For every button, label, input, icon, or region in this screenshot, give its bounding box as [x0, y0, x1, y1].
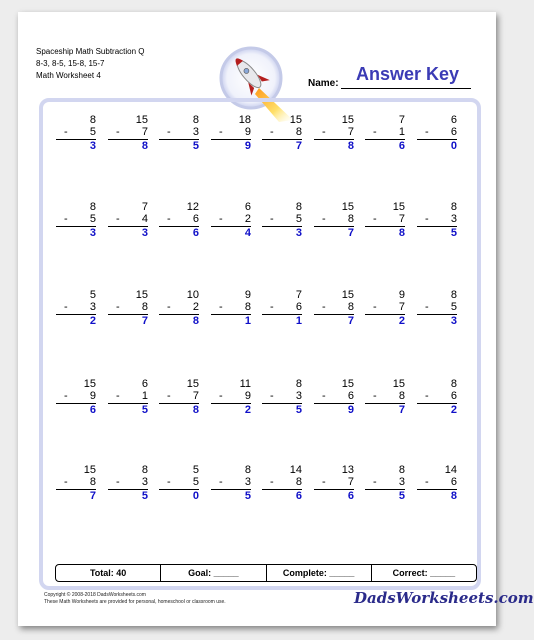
answer: 6	[89, 404, 96, 416]
subtraction-problem	[108, 290, 148, 328]
minus-sign: -	[167, 301, 171, 313]
answer: 6	[192, 227, 199, 239]
subtrahend-row	[108, 302, 148, 315]
subtrahend-row	[159, 214, 199, 227]
subtrahend-row	[211, 127, 251, 140]
minuend: 10	[186, 289, 199, 301]
subtrahend: 8	[398, 390, 405, 402]
subtrahend-row	[314, 127, 354, 140]
subtrahend: 1	[141, 390, 148, 402]
subtrahend: 9	[244, 390, 251, 402]
subtrahend: 9	[244, 126, 251, 138]
minuend: 8	[244, 464, 251, 476]
minus-sign: -	[425, 213, 429, 225]
subtrahend-row	[262, 391, 302, 404]
answer: 8	[450, 490, 457, 502]
answer: 5	[141, 490, 148, 502]
minuend: 12	[186, 201, 199, 213]
subtrahend-row	[262, 302, 302, 315]
subtrahend-row	[159, 127, 199, 140]
minus-sign: -	[373, 390, 377, 402]
minus-sign: -	[270, 213, 274, 225]
answer: 3	[141, 227, 148, 239]
minuend: 6	[244, 201, 251, 213]
answer: 2	[244, 404, 251, 416]
subtraction-problem	[417, 290, 457, 328]
minus-sign: -	[167, 390, 171, 402]
answer: 3	[295, 227, 302, 239]
answer: 2	[89, 315, 96, 327]
minuend: 11	[239, 378, 251, 390]
minuend: 8	[398, 464, 405, 476]
subtraction-problem	[262, 290, 302, 328]
subtrahend: 2	[192, 301, 199, 313]
subtrahend: 4	[141, 213, 148, 225]
subtrahend-row	[262, 214, 302, 227]
subtrahend: 8	[347, 213, 354, 225]
minuend: 8	[89, 201, 96, 213]
minus-sign: -	[425, 301, 429, 313]
answer: 8	[141, 140, 148, 152]
subtraction-problem	[211, 202, 251, 240]
subtrahend: 6	[450, 476, 457, 488]
subtrahend-row	[159, 302, 199, 315]
minus-sign: -	[322, 476, 326, 488]
worksheet-page	[18, 12, 534, 626]
minus-sign: -	[322, 390, 326, 402]
subtrahend-row	[211, 302, 251, 315]
subtraction-problem	[262, 115, 302, 153]
subtrahend-row	[56, 214, 96, 227]
footer-total: Total: 40	[56, 565, 161, 581]
subtrahend-row	[262, 477, 302, 490]
subtrahend-row	[365, 214, 405, 227]
subtrahend: 7	[347, 476, 354, 488]
problems-frame	[39, 98, 481, 590]
subtraction-problem	[211, 465, 251, 503]
minuend: 15	[341, 378, 354, 390]
answer: 8	[192, 404, 199, 416]
minus-sign: -	[219, 476, 223, 488]
answer: 3	[89, 227, 96, 239]
answer: 5	[450, 227, 457, 239]
subtraction-problem	[56, 202, 96, 240]
subtrahend: 8	[141, 301, 148, 313]
score-footer	[55, 564, 477, 582]
subtrahend: 9	[89, 390, 96, 402]
subtraction-problem	[108, 379, 148, 417]
answer: 3	[450, 315, 457, 327]
subtrahend: 8	[89, 476, 96, 488]
minuend: 8	[295, 378, 302, 390]
minuend: 8	[295, 201, 302, 213]
answer: 2	[450, 404, 457, 416]
answer: 7	[347, 227, 354, 239]
subtrahend-row	[314, 302, 354, 315]
minus-sign: -	[116, 476, 120, 488]
subtraction-problem	[365, 379, 405, 417]
minus-sign: -	[116, 213, 120, 225]
subtraction-problem	[262, 465, 302, 503]
answer: 5	[192, 140, 199, 152]
subtraction-problem	[108, 465, 148, 503]
subtraction-problem	[211, 115, 251, 153]
subtrahend: 2	[244, 213, 251, 225]
footer-correct: Correct: _____	[392, 568, 456, 578]
minuend: 8	[450, 289, 457, 301]
subtrahend: 6	[347, 390, 354, 402]
answer: 9	[244, 140, 251, 152]
minuend: 13	[341, 464, 354, 476]
subtraction-problem	[56, 115, 96, 153]
answer: 7	[295, 140, 302, 152]
brand-logo: DadsWorksheets.com	[354, 589, 534, 607]
answer: 7	[141, 315, 148, 327]
subtrahend-row	[365, 302, 405, 315]
subtraction-problem	[108, 202, 148, 240]
minuend: 15	[341, 289, 354, 301]
minuend: 5	[89, 289, 96, 301]
subtrahend-row	[417, 391, 457, 404]
subtraction-problem	[365, 465, 405, 503]
subtrahend: 7	[347, 126, 354, 138]
subtraction-problem	[56, 465, 96, 503]
minus-sign: -	[116, 126, 120, 138]
subtraction-problem	[159, 202, 199, 240]
minus-sign: -	[219, 213, 223, 225]
subtrahend-row	[211, 214, 251, 227]
subtrahend-row	[262, 127, 302, 140]
minus-sign: -	[425, 476, 429, 488]
subtraction-problem	[417, 465, 457, 503]
copyright-notice	[44, 592, 226, 606]
subtrahend-row	[314, 391, 354, 404]
subtrahend-row	[211, 391, 251, 404]
minus-sign: -	[64, 126, 68, 138]
subtrahend: 1	[398, 126, 405, 138]
minus-sign: -	[322, 301, 326, 313]
subtrahend-row	[108, 127, 148, 140]
minuend: 7	[398, 114, 405, 126]
minus-sign: -	[270, 390, 274, 402]
subtrahend-row	[56, 302, 96, 315]
subtraction-problem	[56, 379, 96, 417]
minuend: 6	[141, 378, 148, 390]
subtrahend-row	[108, 214, 148, 227]
subtraction-problem	[159, 379, 199, 417]
subtraction-problem	[417, 115, 457, 153]
minuend: 15	[135, 114, 148, 126]
subtrahend: 3	[450, 213, 457, 225]
minus-sign: -	[64, 213, 68, 225]
subtrahend: 8	[244, 301, 251, 313]
subtrahend-row	[211, 477, 251, 490]
subtrahend: 6	[450, 390, 457, 402]
subtrahend-row	[56, 391, 96, 404]
minuend: 7	[295, 289, 302, 301]
subtrahend: 7	[398, 213, 405, 225]
minus-sign: -	[167, 126, 171, 138]
minus-sign: -	[167, 213, 171, 225]
subtraction-problem	[365, 115, 405, 153]
subtrahend: 7	[141, 126, 148, 138]
subtrahend: 6	[450, 126, 457, 138]
answer: 5	[398, 490, 405, 502]
minuend: 6	[450, 114, 457, 126]
answer: 2	[398, 315, 405, 327]
worksheet-header	[36, 46, 145, 82]
minus-sign: -	[64, 390, 68, 402]
subtrahend: 3	[398, 476, 405, 488]
answer: 0	[450, 140, 457, 152]
subtrahend-row	[159, 391, 199, 404]
name-field	[308, 64, 478, 94]
minus-sign: -	[270, 301, 274, 313]
subtrahend: 7	[398, 301, 405, 313]
subtrahend-row	[159, 477, 199, 490]
minuend: 8	[141, 464, 148, 476]
minus-sign: -	[373, 476, 377, 488]
subtrahend: 3	[192, 126, 199, 138]
answer: 6	[347, 490, 354, 502]
subtrahend-row	[417, 214, 457, 227]
minuend: 15	[83, 378, 96, 390]
minus-sign: -	[167, 476, 171, 488]
subtraction-problem	[211, 379, 251, 417]
subtrahend: 8	[295, 476, 302, 488]
minus-sign: -	[373, 213, 377, 225]
minuend: 8	[89, 114, 96, 126]
footer-complete: Complete: _____	[267, 565, 372, 581]
subtraction-problem	[108, 115, 148, 153]
subtraction-problem	[365, 290, 405, 328]
subtrahend-row	[314, 214, 354, 227]
subtrahend-row	[417, 127, 457, 140]
subtrahend: 7	[192, 390, 199, 402]
answer: 4	[244, 227, 251, 239]
minus-sign: -	[64, 476, 68, 488]
minus-sign: -	[322, 213, 326, 225]
subtraction-problem	[314, 290, 354, 328]
subtrahend: 3	[89, 301, 96, 313]
subtraction-problem	[211, 290, 251, 328]
minuend: 15	[341, 114, 354, 126]
answer: 5	[141, 404, 148, 416]
subtraction-problem	[56, 290, 96, 328]
minuend: 15	[135, 289, 148, 301]
minuend: 15	[392, 378, 405, 390]
minus-sign: -	[373, 301, 377, 313]
footer-goal: Goal: _____	[161, 565, 266, 581]
subtrahend-row	[365, 391, 405, 404]
subtrahend-row	[417, 302, 457, 315]
answer: 7	[398, 404, 405, 416]
subtraction-problem	[262, 202, 302, 240]
subtraction-problem	[365, 202, 405, 240]
minus-sign: -	[270, 476, 274, 488]
subtrahend-row	[365, 477, 405, 490]
minus-sign: -	[64, 301, 68, 313]
answer: 1	[244, 315, 251, 327]
minuend: 8	[192, 114, 199, 126]
minuend: 15	[186, 378, 199, 390]
subtraction-problem	[417, 379, 457, 417]
subtraction-problem	[417, 202, 457, 240]
subtraction-problem	[159, 465, 199, 503]
subtrahend-row	[314, 477, 354, 490]
subtrahend-row	[56, 477, 96, 490]
subtrahend: 3	[295, 390, 302, 402]
subtrahend: 5	[89, 213, 96, 225]
answer: 8	[398, 227, 405, 239]
answer: 6	[295, 490, 302, 502]
minuend: 7	[141, 201, 148, 213]
subtrahend-row	[108, 477, 148, 490]
minuend: 18	[238, 114, 251, 126]
subtrahend-row	[417, 477, 457, 490]
subtrahend-row	[365, 127, 405, 140]
subtrahend: 5	[450, 301, 457, 313]
worksheet-number: Math Worksheet 4	[36, 71, 101, 80]
subtrahend: 5	[295, 213, 302, 225]
minuend: 9	[398, 289, 405, 301]
minus-sign: -	[219, 301, 223, 313]
subtraction-problem	[314, 202, 354, 240]
subtrahend: 3	[141, 476, 148, 488]
answer: 1	[295, 315, 302, 327]
subtrahend: 8	[295, 126, 302, 138]
minuend: 8	[450, 378, 457, 390]
subtrahend: 3	[244, 476, 251, 488]
minus-sign: -	[116, 301, 120, 313]
subtrahend-row	[56, 127, 96, 140]
minuend: 8	[450, 201, 457, 213]
answer: 5	[295, 404, 302, 416]
subtraction-problem	[314, 115, 354, 153]
name-line	[341, 88, 471, 89]
minus-sign: -	[425, 126, 429, 138]
minuend: 15	[83, 464, 96, 476]
minus-sign: -	[270, 126, 274, 138]
worksheet-facts: 8-3, 8-5, 15-8, 15-7	[36, 59, 105, 68]
subtraction-problem	[262, 379, 302, 417]
subtraction-problem	[159, 290, 199, 328]
subtrahend: 6	[192, 213, 199, 225]
answer: 0	[192, 490, 199, 502]
answer: 8	[347, 140, 354, 152]
minuend: 14	[444, 464, 457, 476]
copyright-line-2: These Math Worksheets are provided for personal, homeschool or classroom use.	[44, 599, 226, 605]
answer-key-title: Answer Key	[356, 64, 460, 84]
minuend: 9	[244, 289, 251, 301]
minuend: 15	[289, 114, 302, 126]
subtrahend: 8	[347, 301, 354, 313]
answer: 3	[89, 140, 96, 152]
subtrahend-row	[108, 391, 148, 404]
subtrahend: 5	[192, 476, 199, 488]
minus-sign: -	[322, 126, 326, 138]
answer: 7	[347, 315, 354, 327]
answer: 5	[244, 490, 251, 502]
minus-sign: -	[116, 390, 120, 402]
minuend: 5	[192, 464, 199, 476]
minus-sign: -	[373, 126, 377, 138]
subtrahend: 5	[89, 126, 96, 138]
subtraction-problem	[159, 115, 199, 153]
minuend: 15	[392, 201, 405, 213]
subtraction-problem	[314, 379, 354, 417]
worksheet-title: Spaceship Math Subtraction Q	[36, 47, 145, 56]
minus-sign: -	[425, 390, 429, 402]
name-label: Name:	[308, 78, 339, 89]
minuend: 15	[341, 201, 354, 213]
answer: 9	[347, 404, 354, 416]
answer: 6	[398, 140, 405, 152]
answer: 8	[192, 315, 199, 327]
subtrahend: 6	[295, 301, 302, 313]
subtraction-problem	[314, 465, 354, 503]
answer: 7	[89, 490, 96, 502]
minus-sign: -	[219, 390, 223, 402]
minuend: 14	[289, 464, 302, 476]
copyright-line-1: Copyright © 2008-2018 DadsWorksheets.com	[44, 592, 146, 598]
minus-sign: -	[219, 126, 223, 138]
